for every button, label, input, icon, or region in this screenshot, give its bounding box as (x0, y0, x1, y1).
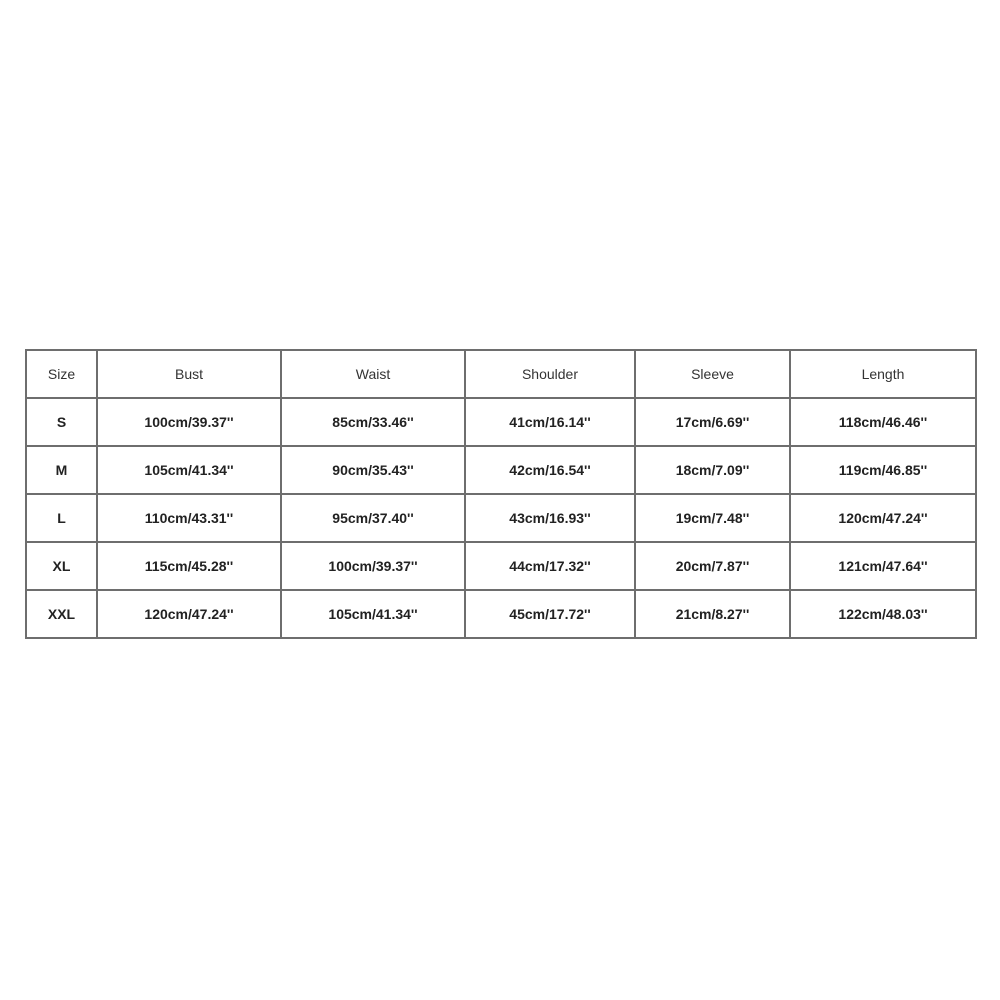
sleeve-cell: 19cm/7.48'' (635, 494, 790, 542)
header-waist: Waist (281, 350, 465, 398)
header-bust: Bust (97, 350, 281, 398)
bust-cell: 115cm/45.28'' (97, 542, 281, 590)
size-chart-body (26, 398, 976, 638)
table-row (26, 446, 976, 494)
table-row (26, 398, 976, 446)
bust-cell: 105cm/41.34'' (97, 446, 281, 494)
size-cell: XL (26, 542, 97, 590)
table-row (26, 542, 976, 590)
waist-cell: 105cm/41.34'' (281, 590, 465, 638)
length-cell: 120cm/47.24'' (790, 494, 976, 542)
size-chart-table (25, 349, 977, 639)
size-cell: M (26, 446, 97, 494)
header-shoulder: Shoulder (465, 350, 635, 398)
shoulder-cell: 44cm/17.32'' (465, 542, 635, 590)
bust-cell: 110cm/43.31'' (97, 494, 281, 542)
bust-cell: 120cm/47.24'' (97, 590, 281, 638)
shoulder-cell: 43cm/16.93'' (465, 494, 635, 542)
length-cell: 118cm/46.46'' (790, 398, 976, 446)
shoulder-cell: 45cm/17.72'' (465, 590, 635, 638)
waist-cell: 90cm/35.43'' (281, 446, 465, 494)
table-row (26, 494, 976, 542)
waist-cell: 85cm/33.46'' (281, 398, 465, 446)
length-cell: 122cm/48.03'' (790, 590, 976, 638)
size-cell: L (26, 494, 97, 542)
length-cell: 121cm/47.64'' (790, 542, 976, 590)
header-sleeve: Sleeve (635, 350, 790, 398)
table-row (26, 590, 976, 638)
sleeve-cell: 18cm/7.09'' (635, 446, 790, 494)
sleeve-cell: 20cm/7.87'' (635, 542, 790, 590)
header-row (26, 350, 976, 398)
shoulder-cell: 41cm/16.14'' (465, 398, 635, 446)
header-length: Length (790, 350, 976, 398)
size-cell: S (26, 398, 97, 446)
length-cell: 119cm/46.85'' (790, 446, 976, 494)
waist-cell: 95cm/37.40'' (281, 494, 465, 542)
header-size: Size (26, 350, 97, 398)
bust-cell: 100cm/39.37'' (97, 398, 281, 446)
shoulder-cell: 42cm/16.54'' (465, 446, 635, 494)
waist-cell: 100cm/39.37'' (281, 542, 465, 590)
size-cell: XXL (26, 590, 97, 638)
sleeve-cell: 21cm/8.27'' (635, 590, 790, 638)
size-chart-header (26, 350, 976, 398)
sleeve-cell: 17cm/6.69'' (635, 398, 790, 446)
